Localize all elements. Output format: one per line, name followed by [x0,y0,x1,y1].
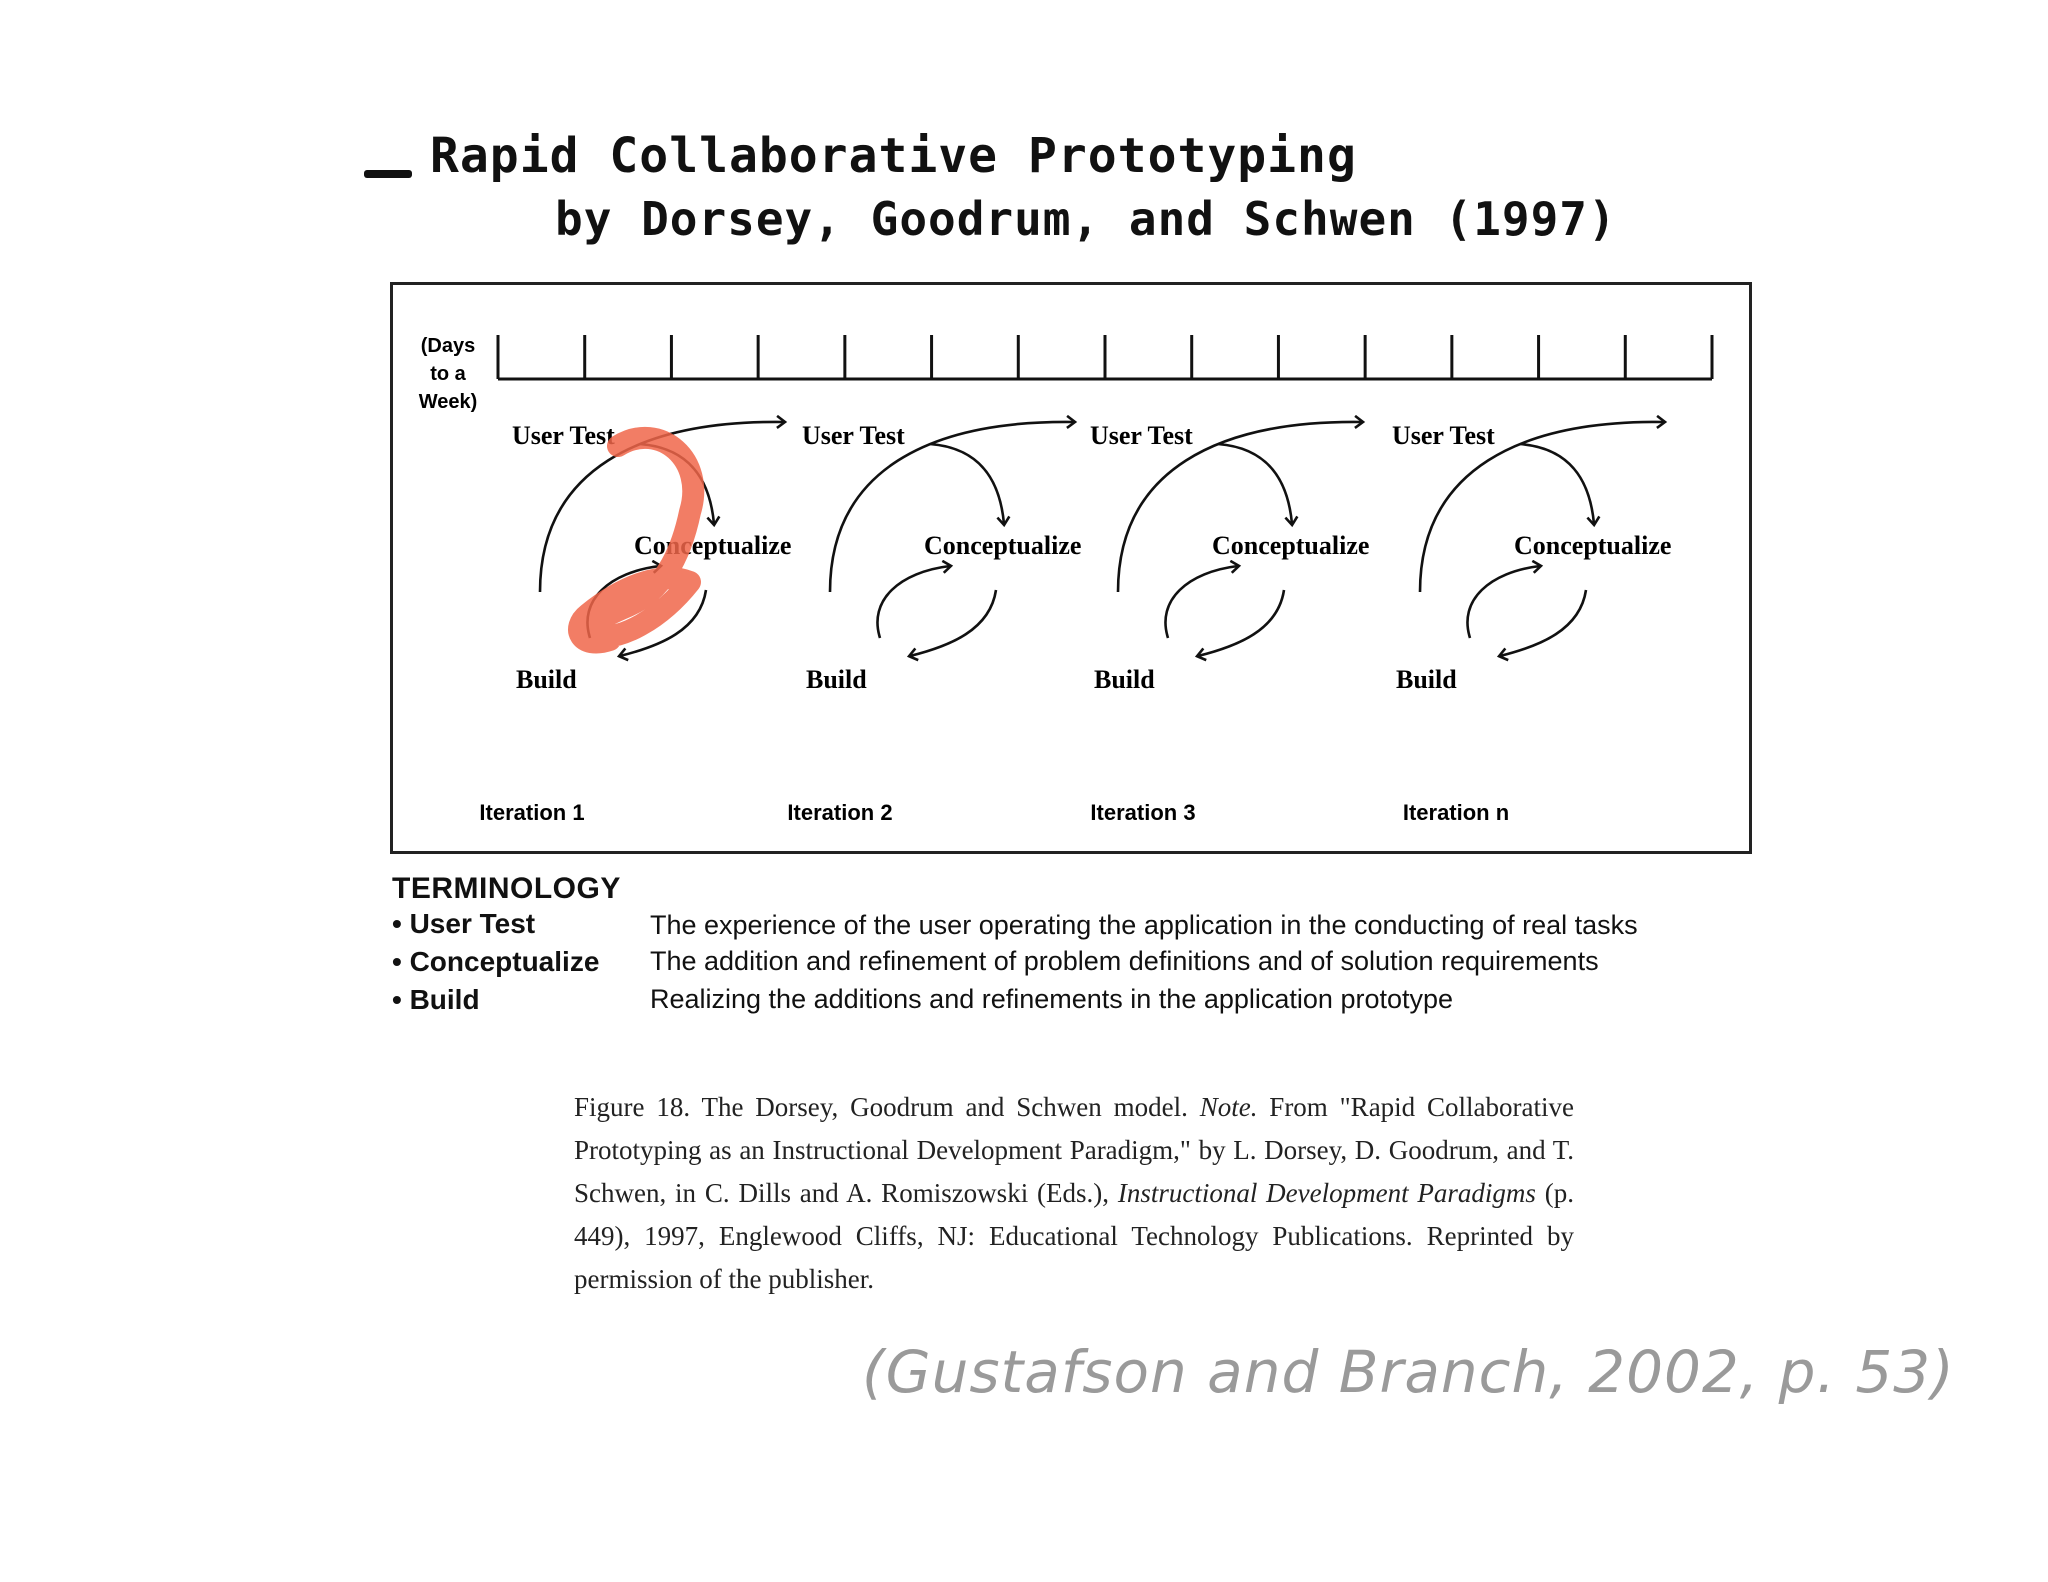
conceptualize-label: Conceptualize [1514,531,1672,560]
user-test-label: User Test [1392,421,1495,450]
caption-book-title: Instructional Development Paradigms [1117,1178,1536,1208]
timeline-label-line: (Days [420,335,476,357]
iteration-3 [1090,421,1369,825]
timeline-label [419,335,478,413]
build-to-conceptualize-arrow [1165,566,1238,638]
term-user-test: • User Test [392,908,536,939]
term-conceptualize: • Conceptualize [392,946,600,977]
build-to-conceptualize-arrow [1467,566,1540,638]
page-title: Rapid Collaborative Prototyping [430,128,1357,184]
build-to-conceptualize-arrow [877,566,950,638]
timeline-label-line: to a [430,363,466,385]
conceptualize-label: Conceptualize [924,531,1082,560]
iteration-4 [1392,421,1671,825]
user-test-label: User Test [512,421,615,450]
iteration-label: Iteration 2 [787,800,893,825]
figure-caption [574,1086,1574,1301]
page-subtitle: by Dorsey, Goodrum, and Schwen (1997) [555,192,1617,246]
timeline-axis [498,335,1712,379]
user-test-to-conceptualize-arrow [930,444,1004,524]
term-build: • Build [392,984,480,1015]
user-test-to-conceptualize-arrow [1218,444,1292,524]
term-user-test-definition: The experience of the user operating the application in the conducting of real tasks [650,910,1638,940]
caption-text-1: The Dorsey, Goodrum and Schwen model. [690,1092,1200,1122]
conceptualize-to-build-arrow [1198,590,1284,656]
user-test-to-conceptualize-arrow [1520,444,1594,524]
iteration-2 [787,421,1081,825]
timeline-label-line: Week) [418,391,478,413]
conceptualize-to-build-arrow [1500,590,1586,656]
caption-note-label: Note. [1199,1092,1258,1122]
conceptualize-label: Conceptualize [1212,531,1370,560]
build-label: Build [806,665,867,694]
conceptualize-label: Conceptualize [634,531,792,560]
caption-text-3: (p. 449), 1997, Englewood Cliffs, NJ: Educational Technology Publications. Reprinted by permission of the publisher. [574,1178,1574,1294]
handwritten-citation: (Gustafson and Branch, 2002, p. 53) [862,1338,1955,1406]
iteration-label: Iteration 1 [479,800,585,825]
user-test-label: User Test [1090,421,1193,450]
build-label: Build [1094,665,1155,694]
build-label: Build [516,665,577,694]
term-conceptualize-definition: The addition and refinement of problem definitions and of solution requirements [650,946,1599,976]
build-label: Build [1396,665,1457,694]
caption-text-2: From "Rapid Collaborative Prototyping as an Instructional Development Paradigm," by L. Dorsey, D. Goodrum, and T. Schwen, in C. Dills and A. Romiszowski (Eds.), [574,1092,1574,1208]
term-build-definition: Realizing the additions and refinements in the application prototype [650,984,1454,1014]
iteration-label: Iteration n [1402,800,1510,825]
user-test-label: User Test [802,421,905,450]
terminology-heading: TERMINOLOGY [392,872,621,905]
conceptualize-to-build-arrow [910,590,996,656]
caption-figure-label: Figure 18. [574,1092,691,1122]
iteration-label: Iteration 3 [1090,800,1196,825]
